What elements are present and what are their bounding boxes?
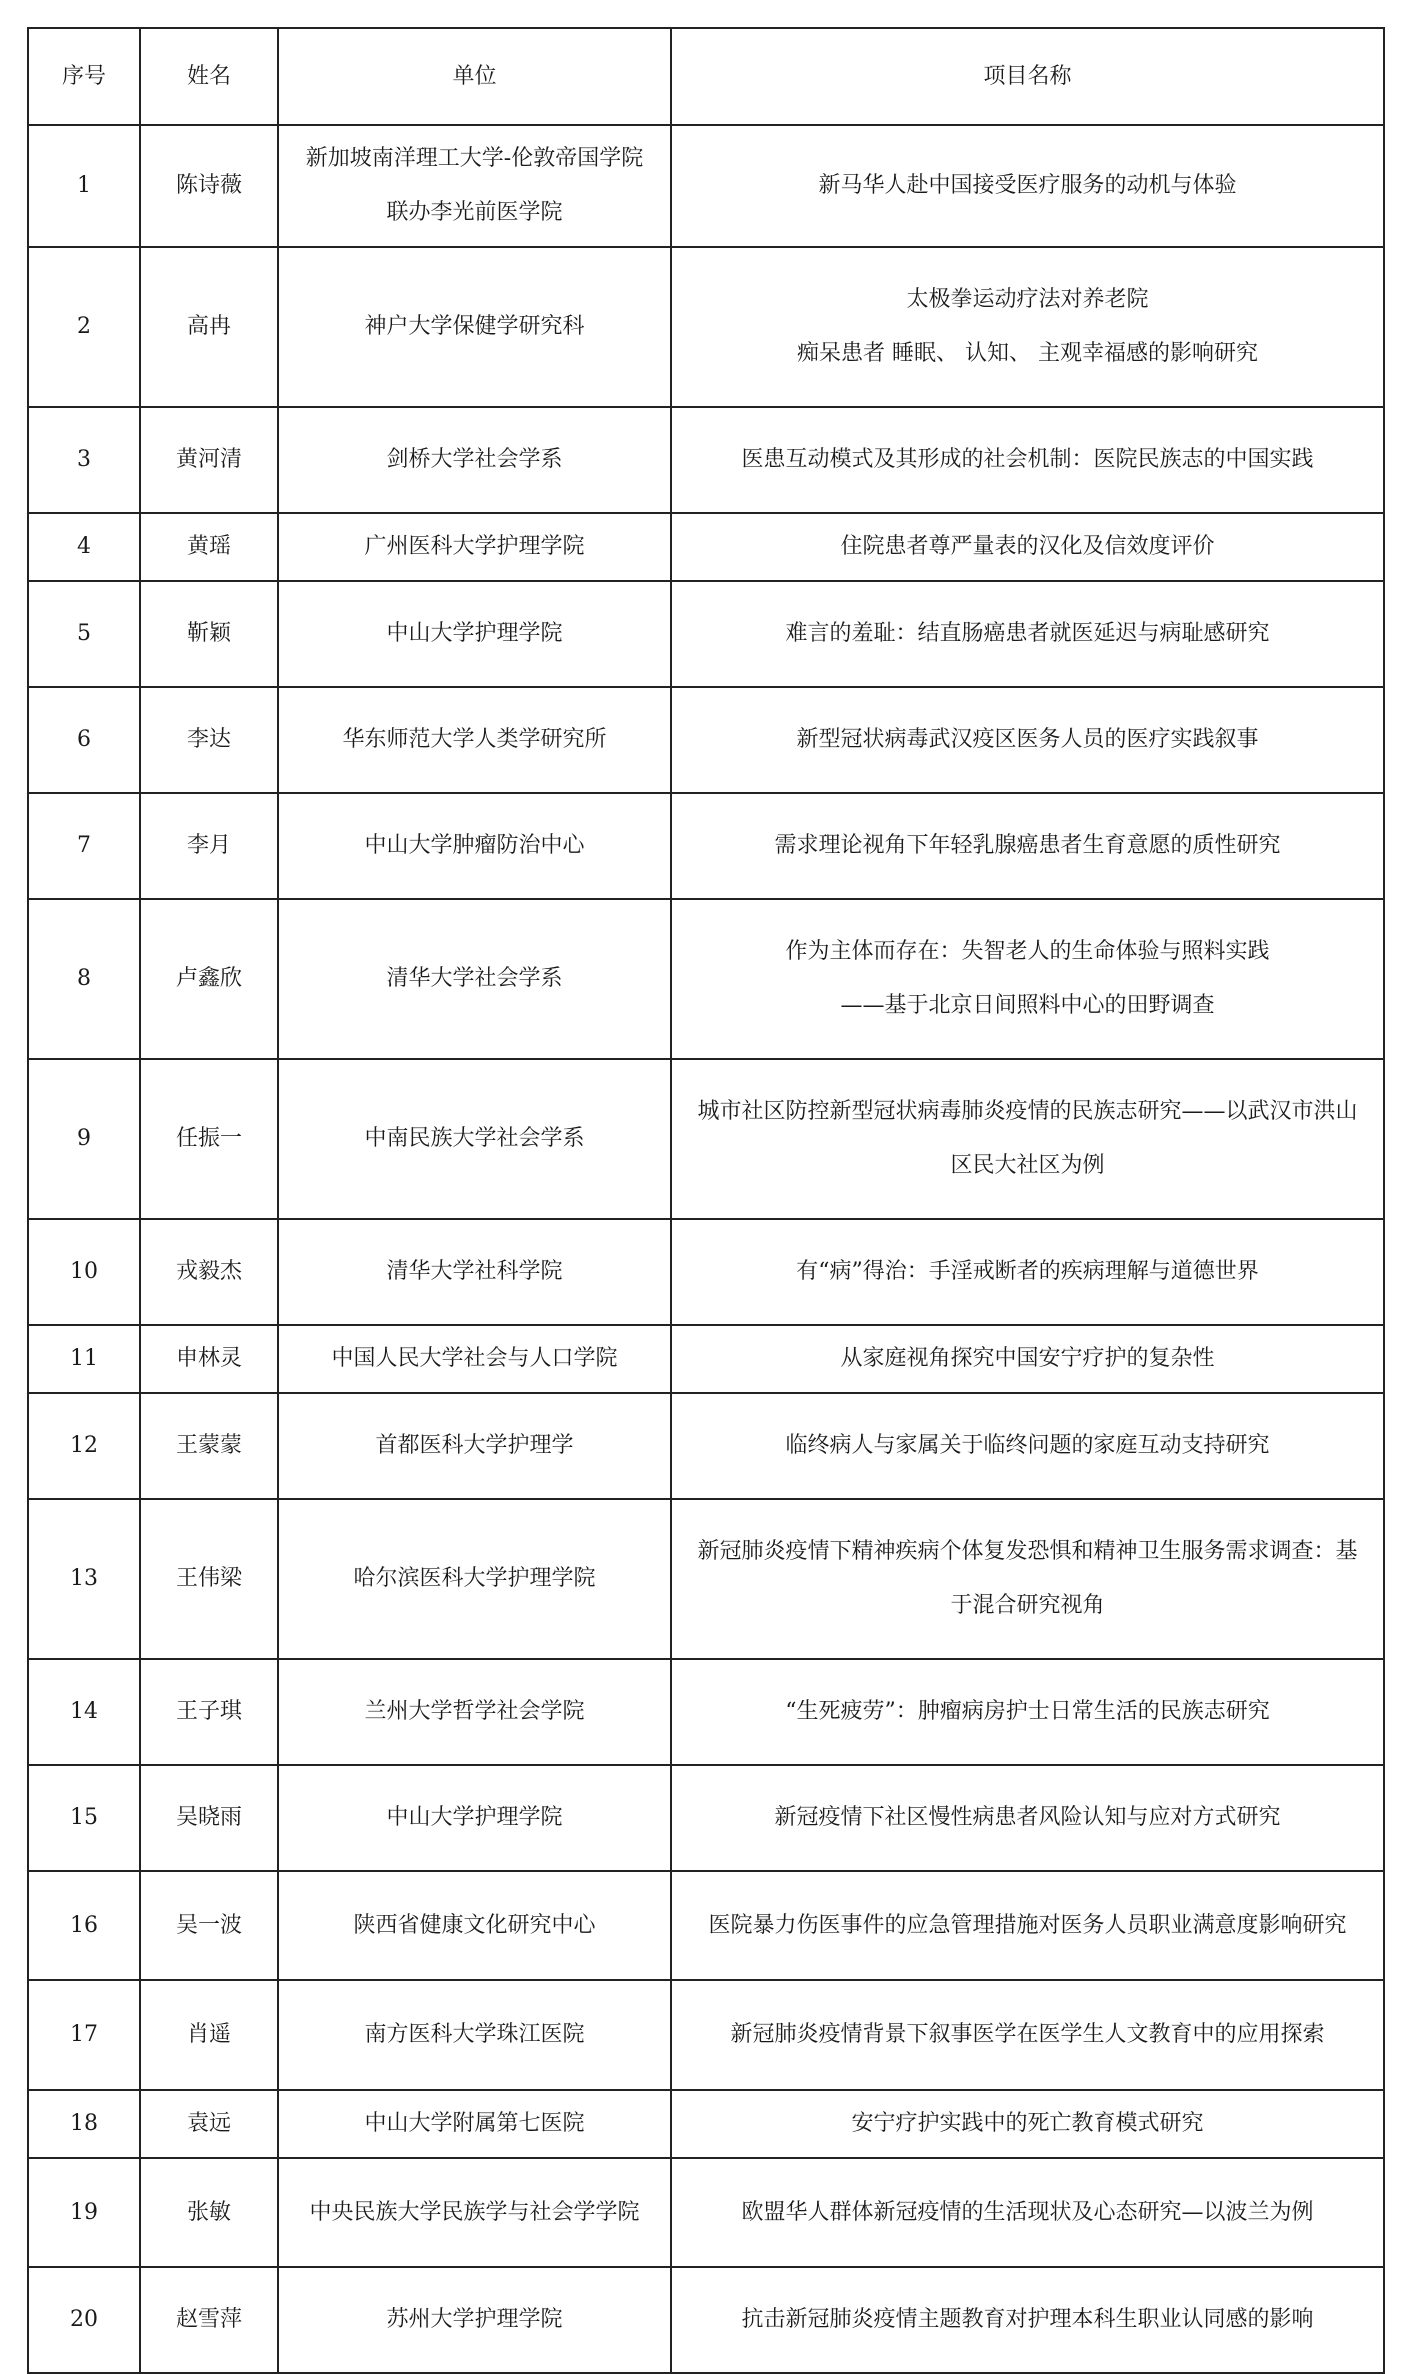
row-unit: 神户大学保健学研究科: [278, 247, 671, 407]
row-name: 吴晓雨: [140, 1765, 278, 1871]
row-project: 难言的羞耻：结直肠癌患者就医延迟与病耻感研究: [671, 581, 1384, 687]
row-number: 13: [28, 1499, 140, 1659]
row-name: 靳颖: [140, 581, 278, 687]
row-unit: 中山大学护理学院: [278, 1765, 671, 1871]
row-number: 18: [28, 2090, 140, 2158]
row-project: 从家庭视角探究中国安宁疗护的复杂性: [671, 1325, 1384, 1393]
row-unit: 清华大学社会学系: [278, 899, 671, 1059]
header-project: 项目名称: [671, 28, 1384, 125]
table-row: [28, 1393, 1384, 1499]
table-row: [28, 1219, 1384, 1325]
row-project: 新冠肺炎疫情下精神疾病个体复发恐惧和精神卫生服务需求调查：基于混合研究视角: [671, 1499, 1384, 1659]
header-row: [28, 28, 1384, 125]
row-unit: 首都医科大学护理学: [278, 1393, 671, 1499]
row-project: 医患互动模式及其形成的社会机制：医院民族志的中国实践: [671, 407, 1384, 513]
table-row: [28, 1765, 1384, 1871]
row-number: 15: [28, 1765, 140, 1871]
row-name: 肖遥: [140, 1980, 278, 2090]
row-project: 有“病”得治：手淫戒断者的疾病理解与道德世界: [671, 1219, 1384, 1325]
row-unit: 中山大学附属第七医院: [278, 2090, 671, 2158]
row-project: 新冠肺炎疫情背景下叙事医学在医学生人文教育中的应用探索: [671, 1980, 1384, 2090]
project-roster-table: [27, 27, 1385, 2374]
row-unit: 中国人民大学社会与人口学院: [278, 1325, 671, 1393]
table-row: [28, 1325, 1384, 1393]
row-unit: 新加坡南洋理工大学-伦敦帝国学院联办李光前医学院: [278, 125, 671, 247]
row-name: 张敏: [140, 2158, 278, 2267]
table-row: [28, 793, 1384, 899]
table-row: [28, 125, 1384, 247]
table-row: [28, 1059, 1384, 1219]
row-project: 临终病人与家属关于临终问题的家庭互动支持研究: [671, 1393, 1384, 1499]
row-number: 12: [28, 1393, 140, 1499]
row-number: 16: [28, 1871, 140, 1980]
row-name: 袁远: [140, 2090, 278, 2158]
table-row: [28, 1871, 1384, 1980]
row-unit: 陕西省健康文化研究中心: [278, 1871, 671, 1980]
table-row: [28, 513, 1384, 581]
row-name: 黄瑶: [140, 513, 278, 581]
row-unit: 哈尔滨医科大学护理学院: [278, 1499, 671, 1659]
row-number: 19: [28, 2158, 140, 2267]
header-no: 序号: [28, 28, 140, 125]
row-name: 李达: [140, 687, 278, 793]
row-project: 太极拳运动疗法对养老院 痴呆患者 睡眠、 认知、 主观幸福感的影响研究: [671, 247, 1384, 407]
table-row: [28, 581, 1384, 687]
row-unit: 中山大学肿瘤防治中心: [278, 793, 671, 899]
row-name: 王伟梁: [140, 1499, 278, 1659]
row-name: 高冉: [140, 247, 278, 407]
row-name: 赵雪萍: [140, 2267, 278, 2373]
row-project: “生死疲劳”：肿瘤病房护士日常生活的民族志研究: [671, 1659, 1384, 1765]
row-unit: 苏州大学护理学院: [278, 2267, 671, 2373]
table-body: [28, 125, 1384, 2373]
row-number: 8: [28, 899, 140, 1059]
table-row: [28, 2267, 1384, 2373]
row-name: 吴一波: [140, 1871, 278, 1980]
table-row: [28, 1499, 1384, 1659]
row-number: 14: [28, 1659, 140, 1765]
row-number: 4: [28, 513, 140, 581]
row-project: 安宁疗护实践中的死亡教育模式研究: [671, 2090, 1384, 2158]
row-project: 抗击新冠肺炎疫情主题教育对护理本科生职业认同感的影响: [671, 2267, 1384, 2373]
row-project: 城市社区防控新型冠状病毒肺炎疫情的民族志研究——以武汉市洪山区民大社区为例: [671, 1059, 1384, 1219]
table-row: [28, 899, 1384, 1059]
row-name: 申林灵: [140, 1325, 278, 1393]
row-unit: 清华大学社科学院: [278, 1219, 671, 1325]
row-project: 新冠疫情下社区慢性病患者风险认知与应对方式研究: [671, 1765, 1384, 1871]
row-project: 住院患者尊严量表的汉化及信效度评价: [671, 513, 1384, 581]
row-number: 10: [28, 1219, 140, 1325]
row-number: 5: [28, 581, 140, 687]
row-number: 17: [28, 1980, 140, 2090]
header-name: 姓名: [140, 28, 278, 125]
header-unit: 单位: [278, 28, 671, 125]
row-unit: 中山大学护理学院: [278, 581, 671, 687]
row-number: 2: [28, 247, 140, 407]
row-number: 3: [28, 407, 140, 513]
row-unit: 中南民族大学社会学系: [278, 1059, 671, 1219]
row-unit: 中央民族大学民族学与社会学学院: [278, 2158, 671, 2267]
row-number: 9: [28, 1059, 140, 1219]
table-row: [28, 1980, 1384, 2090]
row-unit: 兰州大学哲学社会学院: [278, 1659, 671, 1765]
row-project: 欧盟华人群体新冠疫情的生活现状及心态研究—以波兰为例: [671, 2158, 1384, 2267]
table-row: [28, 407, 1384, 513]
row-name: 戎毅杰: [140, 1219, 278, 1325]
row-unit: 南方医科大学珠江医院: [278, 1980, 671, 2090]
row-number: 11: [28, 1325, 140, 1393]
row-name: 黄河清: [140, 407, 278, 513]
row-project: 医院暴力伤医事件的应急管理措施对医务人员职业满意度影响研究: [671, 1871, 1384, 1980]
table-row: [28, 247, 1384, 407]
row-number: 6: [28, 687, 140, 793]
table-row: [28, 687, 1384, 793]
row-project: 作为主体而存在：失智老人的生命体验与照料实践 ——基于北京日间照料中心的田野调查: [671, 899, 1384, 1059]
row-name: 王子琪: [140, 1659, 278, 1765]
row-number: 20: [28, 2267, 140, 2373]
row-project: 新马华人赴中国接受医疗服务的动机与体验: [671, 125, 1384, 247]
table-row: [28, 1659, 1384, 1765]
row-unit: 华东师范大学人类学研究所: [278, 687, 671, 793]
row-unit: 广州医科大学护理学院: [278, 513, 671, 581]
row-name: 任振一: [140, 1059, 278, 1219]
row-number: 1: [28, 125, 140, 247]
row-name: 李月: [140, 793, 278, 899]
row-project: 需求理论视角下年轻乳腺癌患者生育意愿的质性研究: [671, 793, 1384, 899]
row-name: 王蒙蒙: [140, 1393, 278, 1499]
table-row: [28, 2090, 1384, 2158]
table-row: [28, 2158, 1384, 2267]
row-name: 卢鑫欣: [140, 899, 278, 1059]
row-project: 新型冠状病毒武汉疫区医务人员的医疗实践叙事: [671, 687, 1384, 793]
row-unit: 剑桥大学社会学系: [278, 407, 671, 513]
row-name: 陈诗薇: [140, 125, 278, 247]
row-number: 7: [28, 793, 140, 899]
